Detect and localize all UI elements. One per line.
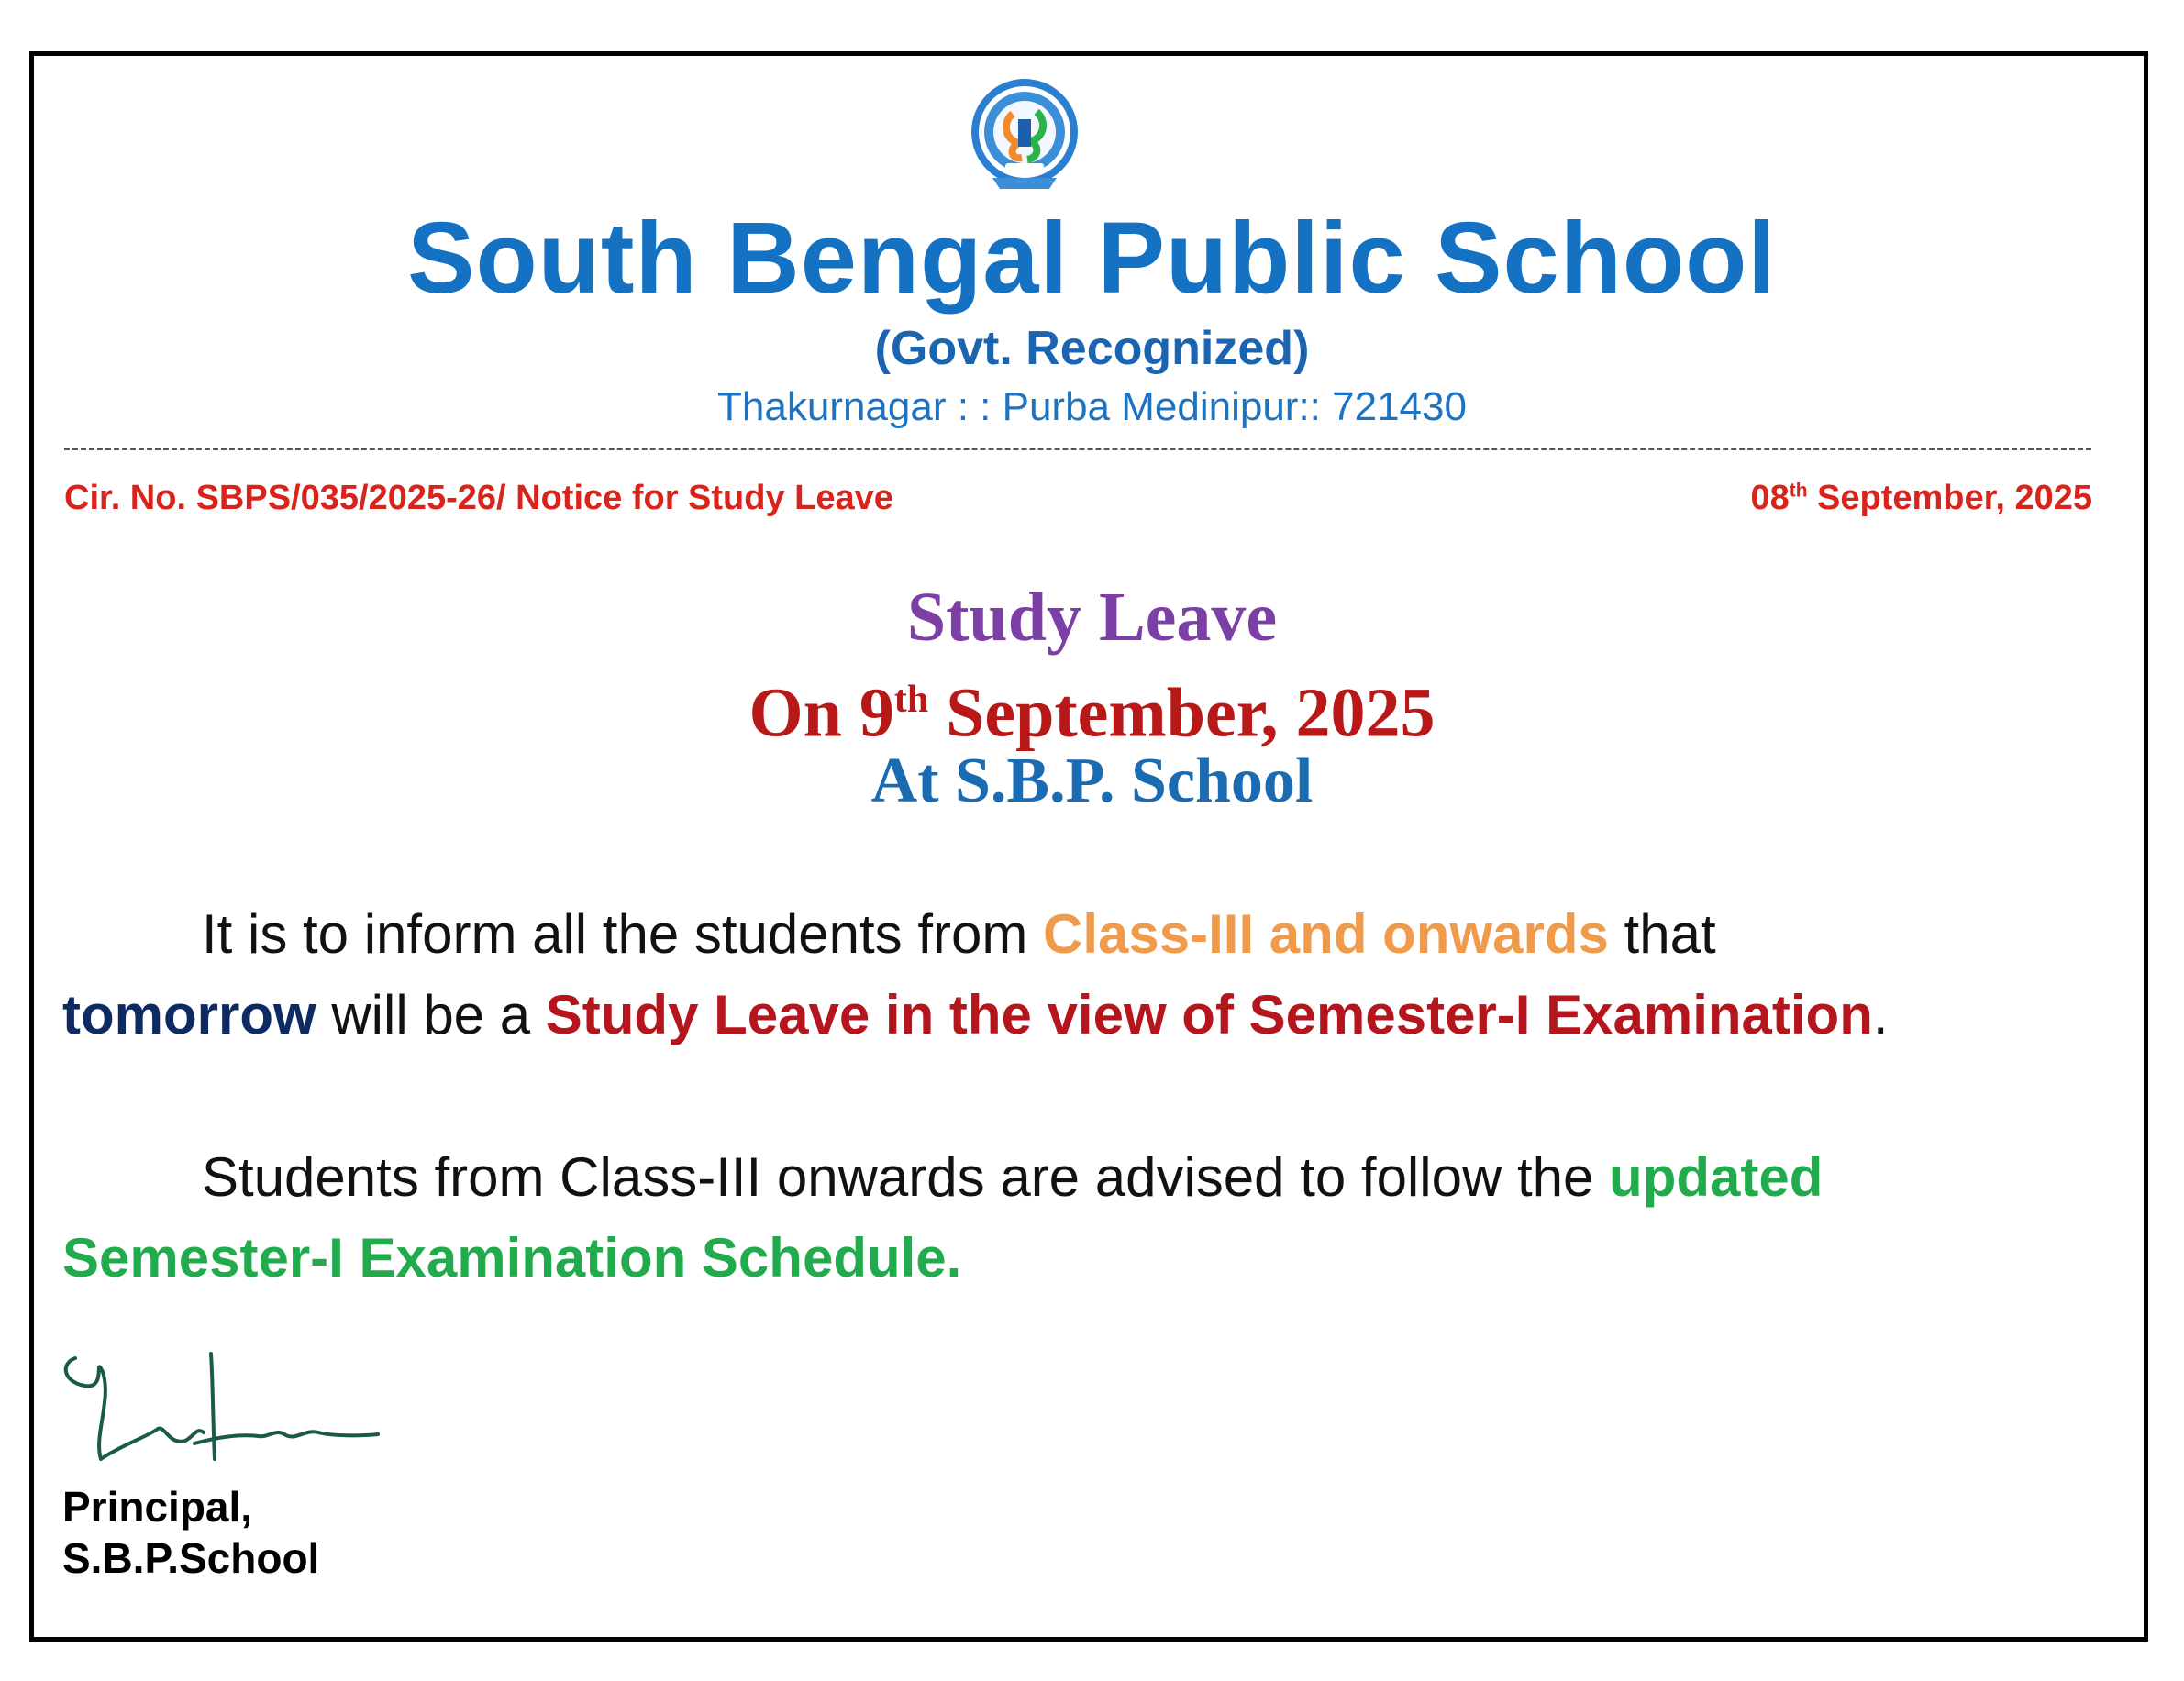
- recognition-status: (Govt. Recognized): [874, 322, 1310, 375]
- school-name: South Bengal Public School: [407, 202, 1777, 315]
- school-address: Thakurnagar : : Purba Medinipur:: 721430: [717, 384, 1467, 429]
- school-logo: [965, 75, 1084, 194]
- notice-date-line: On 9th September, 2025: [748, 674, 1436, 752]
- signoff-title: Principal,: [62, 1483, 253, 1531]
- notice-venue-line: At S.B.P. School: [870, 746, 1314, 816]
- header-divider: [64, 448, 2091, 450]
- signoff-block: [62, 1481, 319, 1584]
- circular-number: Cir. No. SBPS/035/2025-26/ Notice for Study Leave: [64, 479, 893, 517]
- notice-paragraph-1: It is to inform all the students from Class-III and onwards that tomorrow will be a Study Leave in the view of Semester-I Examination.: [62, 903, 1889, 1045]
- notice-title: Study Leave: [906, 579, 1278, 656]
- circular-date: 08th September, 2025: [1750, 479, 2092, 517]
- signoff-school: S.B.P.School: [62, 1534, 320, 1582]
- principal-signature: [57, 1344, 387, 1473]
- notice-paragraph-2: Students from Class-III onwards are advised to follow the updated Semester-I Examination Schedule.: [62, 1146, 1824, 1288]
